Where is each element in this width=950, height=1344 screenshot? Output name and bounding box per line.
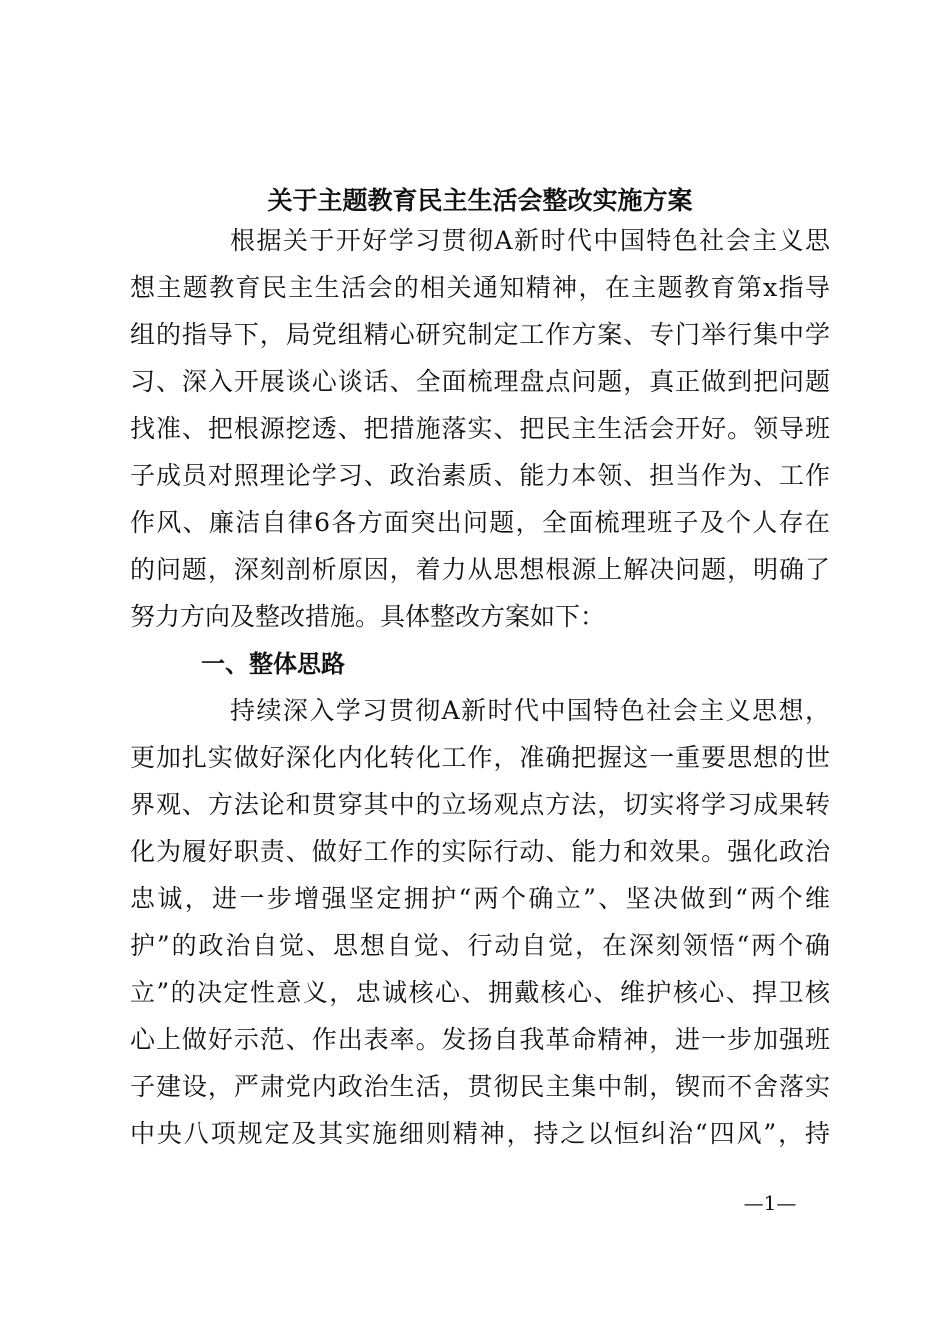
paragraph-line: 找准、把根源挖透、把措施落实、把民主生活会开好。领导班	[130, 414, 830, 443]
paragraph-line: 界观、方法论和贯穿其中的立场观点方法，切实将学习成果转	[130, 790, 830, 819]
paragraph-line: 组的指导下，局党组精心研究制定工作方案、专门举行集中学	[130, 320, 830, 349]
paragraph-line: 立”的决定性意义，忠诚核心、拥戴核心、维护核心、捍卫核	[130, 978, 830, 1007]
document-title: 关于主题教育民主生活会整改实施方案	[267, 186, 693, 215]
paragraph-line: 习、深入开展谈心谈话、全面梳理盘点问题，真正做到把问题	[130, 367, 830, 396]
paragraph-line: 根据关于开好学习贯彻A新时代中国特色社会主义思	[230, 226, 830, 255]
paragraph-line: 持续深入学习贯彻A新时代中国特色社会主义思想，	[230, 696, 830, 725]
paragraph-line: 心上做好示范、作出表率。发扬自我革命精神，进一步加强班	[130, 1025, 830, 1054]
paragraph-line: 子建设，严肃党内政治生活，贯彻民主集中制，锲而不舍落实	[130, 1072, 830, 1101]
paragraph-line: 想主题教育民主生活会的相关通知精神，在主题教育第x指导	[130, 273, 830, 302]
paragraph-line: 化为履好职责、做好工作的实际行动、能力和效果。强化政治	[130, 837, 830, 866]
section-heading: 一、整体思路	[201, 650, 345, 678]
page-number: —1—	[743, 1191, 797, 1215]
paragraph-line: 更加扎实做好深化内化转化工作，准确把握这一重要思想的世	[130, 743, 830, 772]
paragraph-line: 护”的政治自觉、思想自觉、行动自觉，在深刻领悟“两个确	[130, 931, 830, 960]
paragraph-line: 作风、廉洁自律6各方面突出问题，全面梳理班子及个人存在	[130, 508, 830, 537]
paragraph-line: 子成员对照理论学习、政治素质、能力本领、担当作为、工作	[130, 461, 830, 490]
paragraph-line: 的问题，深刻剖析原因，着力从思想根源上解决问题，明确了	[130, 555, 830, 584]
paragraph-line: 忠诚，进一步增强坚定拥护“两个确立”、坚决做到“两个维	[130, 884, 830, 913]
paragraph-line: 中央八项规定及其实施细则精神，持之以恒纠治“四风”，持	[130, 1119, 830, 1148]
paragraph-line: 努力方向及整改措施。具体整改方案如下：	[130, 602, 606, 631]
